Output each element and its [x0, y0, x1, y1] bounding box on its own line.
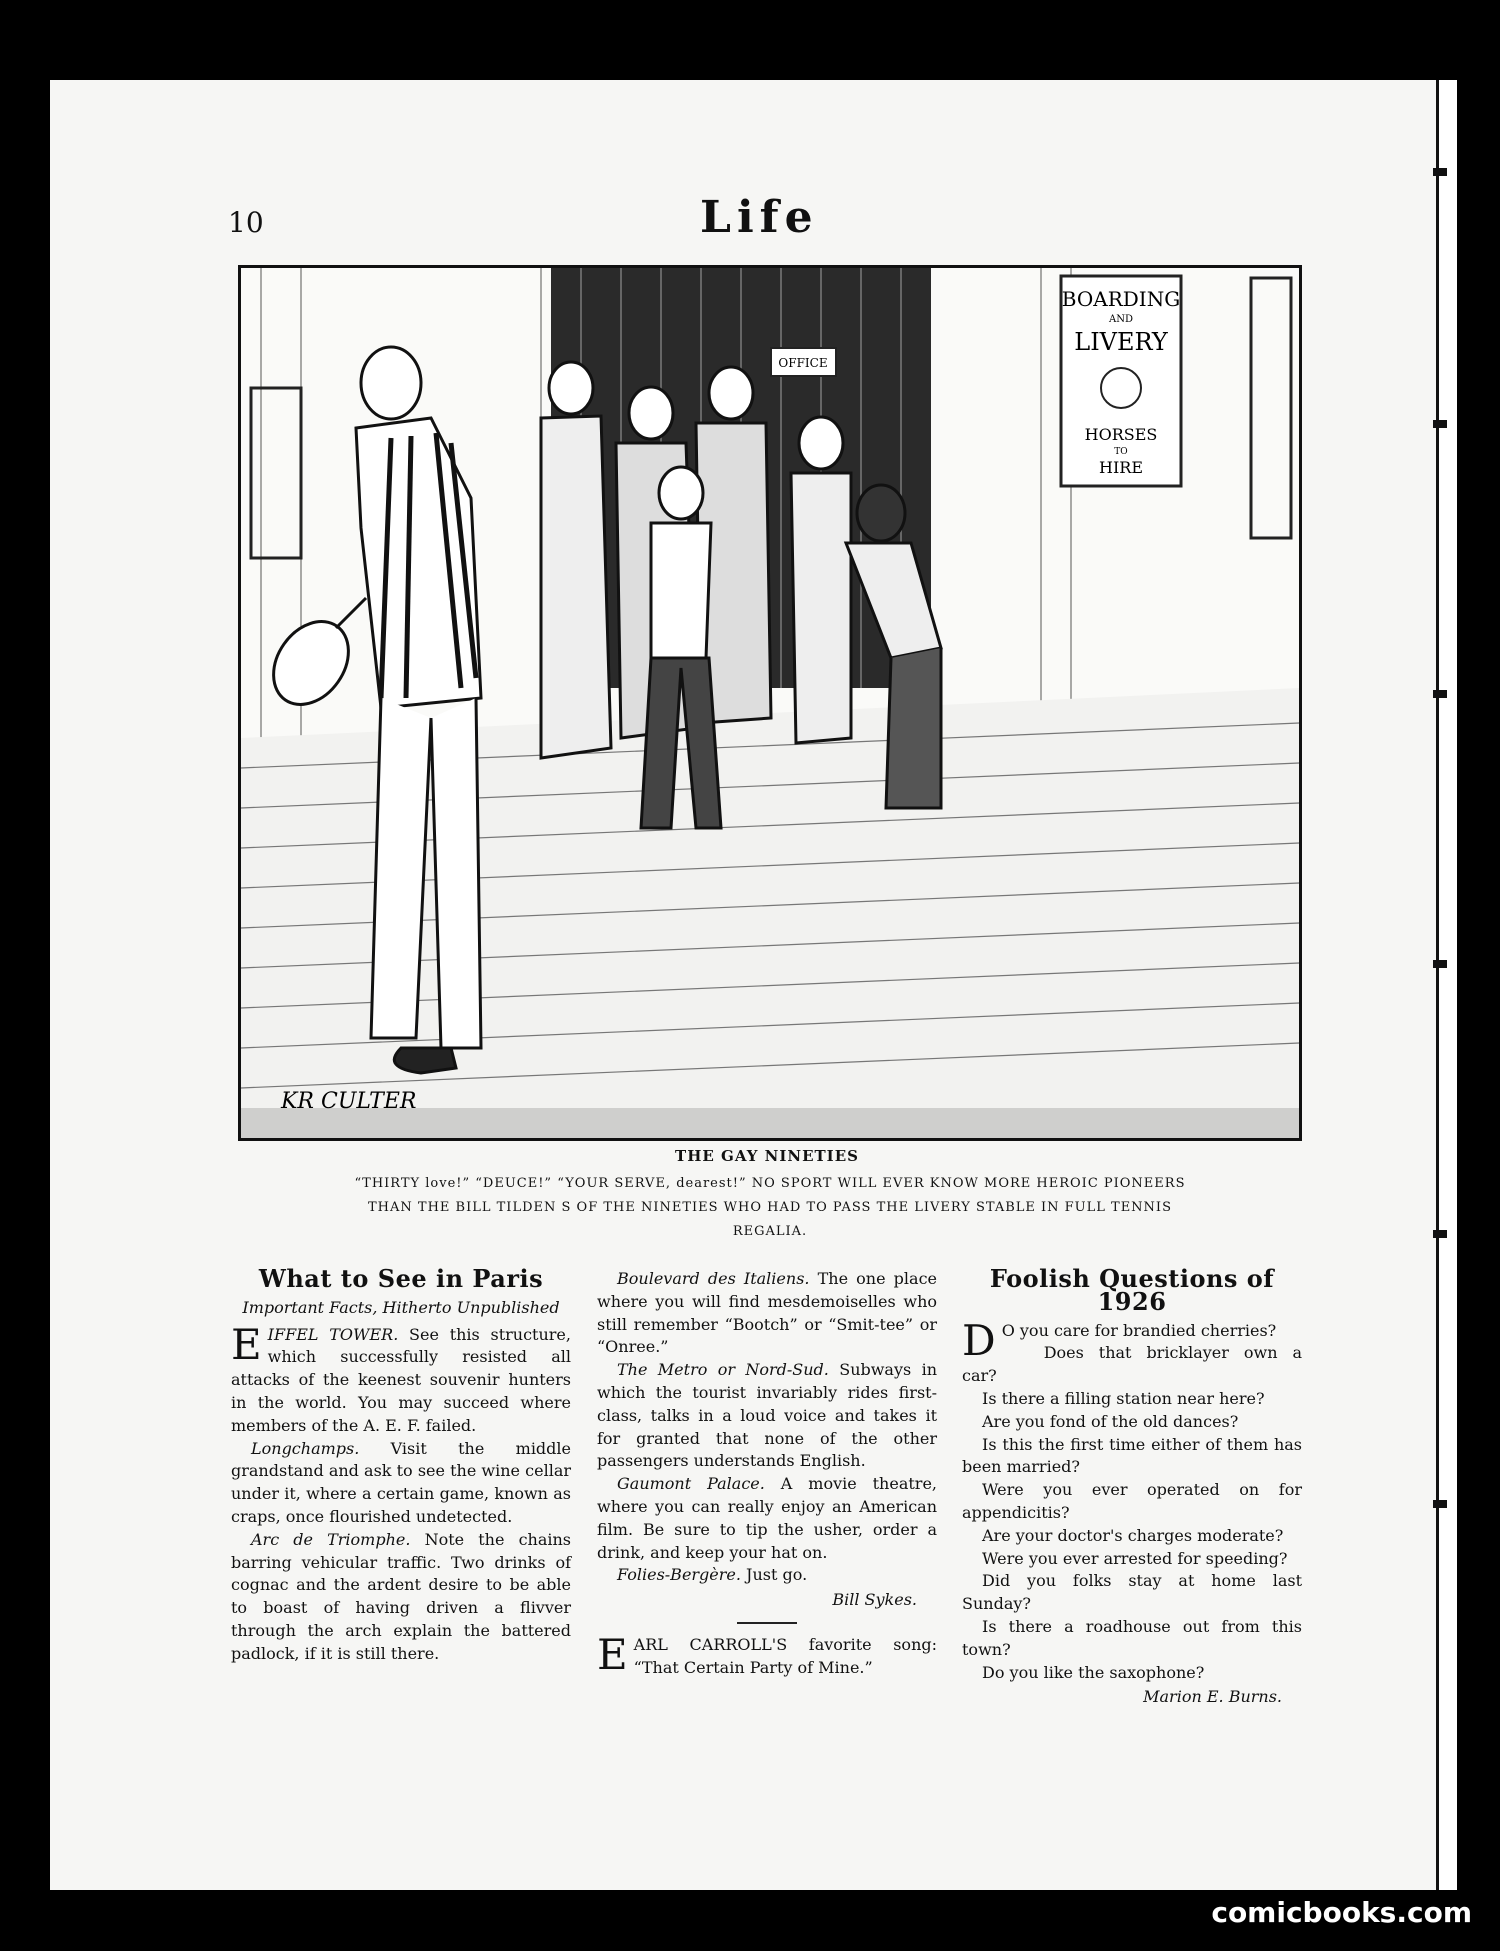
- paragraph-text: Subways in which the tourist invariably rides first-class, talks in a loud voice and takes it for granted that none of the other passengers understands English.: [597, 1360, 937, 1471]
- paragraph-lead: The Metro or Nord-Sud.: [617, 1360, 829, 1380]
- question: Is there a roadhouse out from this town?: [962, 1616, 1302, 1659]
- caption-body: “THIRTY love!” “DEUCE!” “YOUR SERVE, dearest!” NO SPORT WILL EVER KNOW MORE HEROIC PIONEERS THAN THE BILL TILDEN S OF THE NINETIES WHO HAD TO PASS THE LIVERY STABLE IN FULL TENNIS REGALIA.: [354, 1176, 1186, 1239]
- paragraph-lead: Arc de Triomphe.: [251, 1529, 411, 1549]
- site-watermark: comicbooks.com: [1211, 1896, 1472, 1929]
- paragraph-text: Visit the middle grandstand and ask to see the wine cellar under it, where a certain game, known as craps, once flourished undetected.: [231, 1438, 571, 1526]
- drop-cap: E: [231, 1319, 262, 1369]
- question: Were you ever arrested for speeding?: [982, 1548, 1288, 1568]
- binding-edge: [1436, 80, 1457, 1890]
- article-title: Foolish Questions of 1926: [989, 1264, 1275, 1316]
- article-continued: [597, 1268, 937, 1680]
- drop-cap: E: [597, 1629, 628, 1679]
- author-credit: Marion E. Burns.: [1143, 1687, 1282, 1707]
- question: Is there a filling station near here?: [982, 1388, 1265, 1408]
- masthead: Life: [700, 192, 819, 243]
- cartoon-drawing: [241, 268, 1299, 1138]
- question: Is this the first time either of them has been married?: [962, 1434, 1302, 1477]
- artist-signature: KR CULTER: [281, 1089, 417, 1114]
- paragraph-text: The one place where you will find mesdemoiselles who still remember “Bootch” or “Smit-tee” or “Onree.”: [597, 1269, 938, 1357]
- question: Do you like the saxophone?: [982, 1662, 1205, 1682]
- paragraph-text: Note the chains barring vehicular traffic. Two drinks of cognac and the ardent desire to be able to boast of having driven a flivver through the arch explain the battered padlock, if it is still there.: [231, 1529, 572, 1663]
- paragraph-lead: ARL CARROLL'S: [633, 1634, 788, 1654]
- livery-sign-text: LIVERY: [1074, 328, 1168, 356]
- paragraph-text: Just go.: [740, 1565, 808, 1585]
- article-foolish-questions: [962, 1264, 1302, 1709]
- question: Does that bricklayer own a car?: [962, 1343, 1302, 1386]
- page-number: 10: [228, 206, 264, 239]
- divider: [737, 1622, 797, 1624]
- article-what-to-see-in-paris: [231, 1264, 572, 1666]
- question: Are you fond of the old dances?: [982, 1411, 1239, 1431]
- article-subtitle: Important Facts, Hitherto Unpublished: [242, 1297, 560, 1317]
- question: Are your doctor's charges moderate?: [982, 1525, 1284, 1545]
- boarding-sign-text: BOARDING: [1061, 287, 1181, 311]
- cartoon-illustration: [238, 265, 1302, 1141]
- hire-sign-text: HIRE: [1099, 458, 1143, 477]
- question: Were you ever operated on for appendicitis?: [962, 1480, 1302, 1522]
- paragraph-lead: IFFEL TOWER.: [267, 1324, 399, 1344]
- paragraph-text: favorite song: “That Certain Party of Mine.”: [633, 1634, 937, 1677]
- paragraph-lead: Longchamps.: [251, 1438, 360, 1458]
- office-sign: OFFICE: [778, 356, 828, 370]
- drop-cap: D: [962, 1315, 996, 1365]
- question: Did you folks stay at home last Sunday?: [962, 1571, 1302, 1614]
- paragraph-text: A movie theatre, where you can really enjoy an American film. Be sure to tip the usher, order a drink, and keep your hat on.: [597, 1474, 937, 1562]
- paragraph-lead: Boulevard des Italiens.: [617, 1269, 810, 1288]
- to-sign-text: TO: [1114, 447, 1128, 457]
- paragraph-lead: Gaumont Palace.: [617, 1474, 765, 1494]
- paragraph-lead: Folies-Bergère.: [617, 1565, 741, 1585]
- horses-sign-text: HORSES: [1084, 425, 1158, 444]
- and-sign-text: AND: [1109, 314, 1133, 325]
- paragraph-text: See this structure, which successfully resisted all attacks of the keenest souvenir hunters in the world. You may succeed where members of the A. E. F. failed.: [231, 1324, 571, 1435]
- article-title: What to See in Paris: [258, 1264, 544, 1293]
- question: O you care for brandied cherries?: [1001, 1320, 1277, 1340]
- author-credit: Bill Sykes.: [832, 1590, 917, 1610]
- caption-title: THE GAY NINETIES: [675, 1147, 859, 1165]
